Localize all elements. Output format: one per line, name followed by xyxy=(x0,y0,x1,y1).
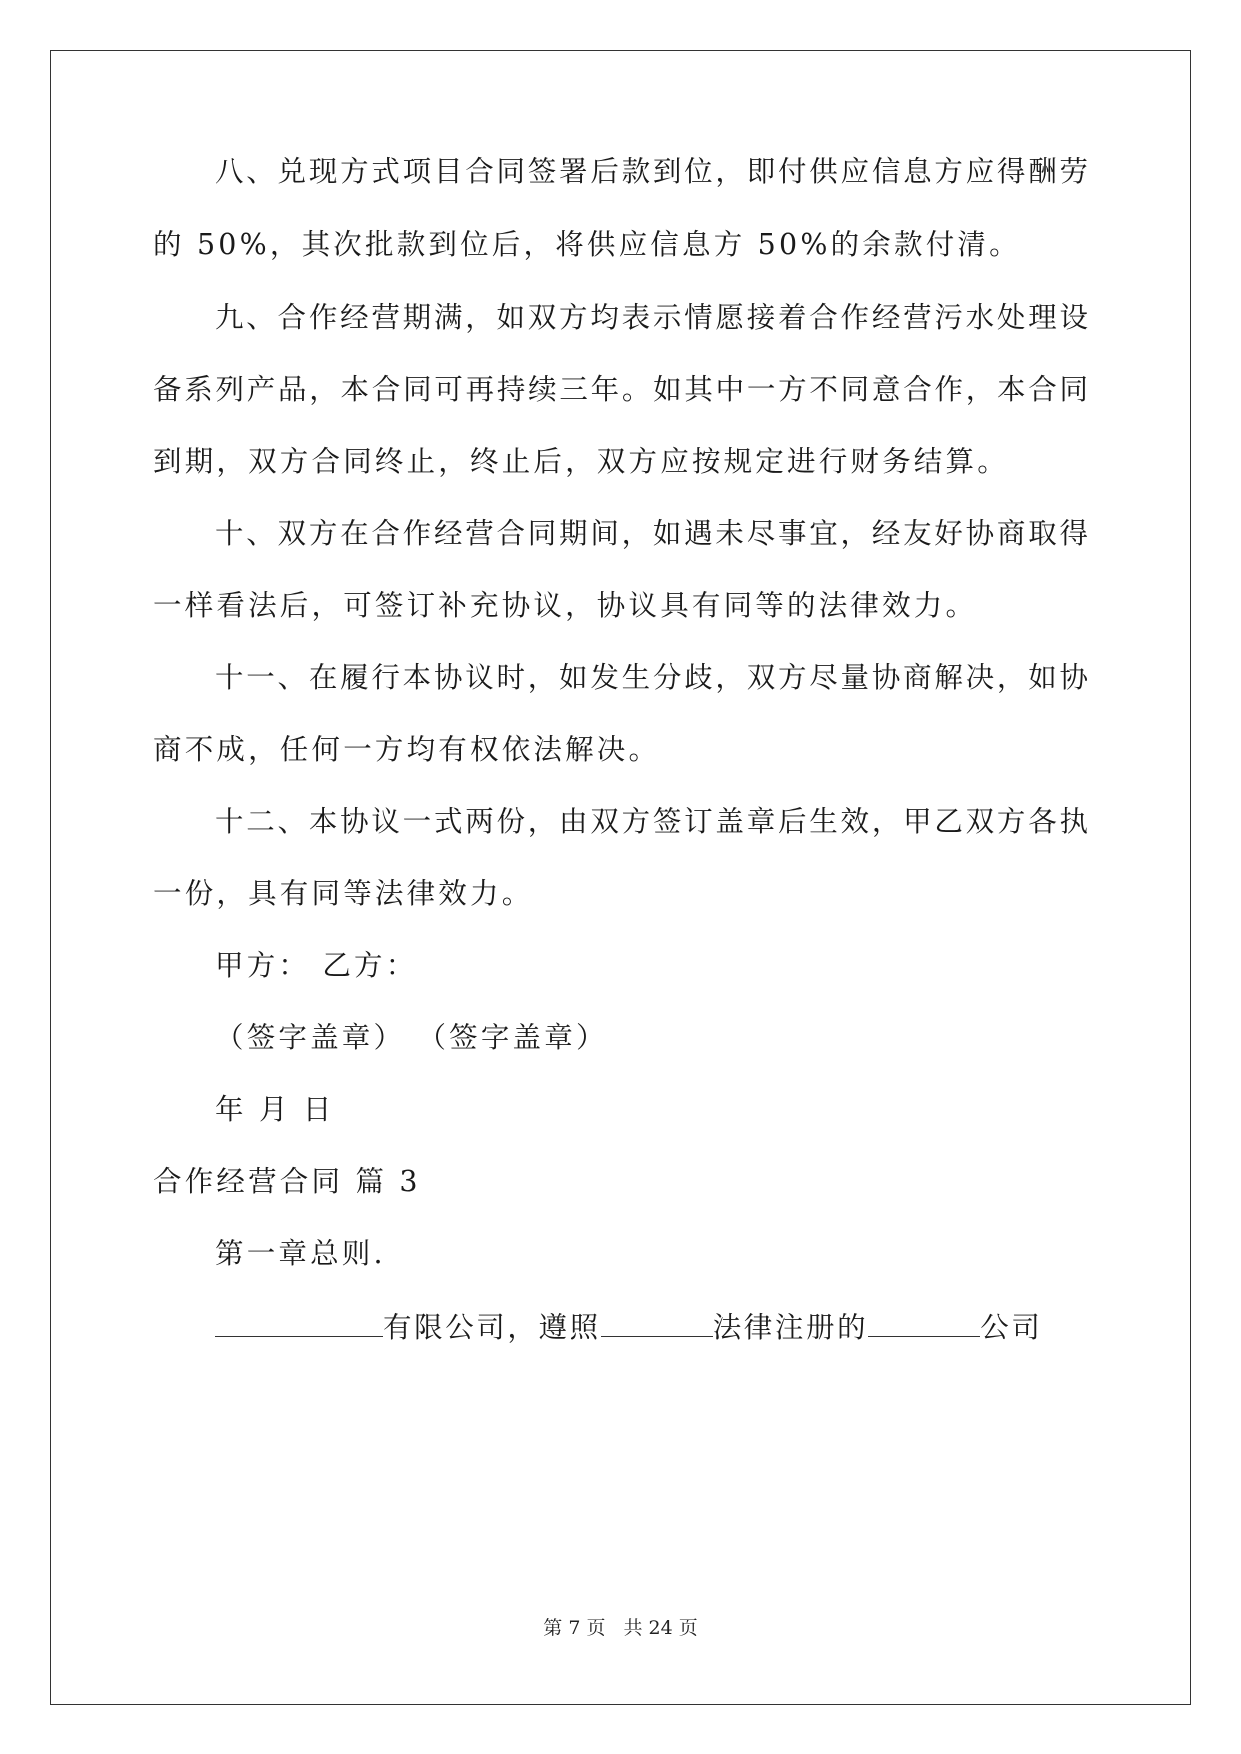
company-intro-part3: 公司 xyxy=(980,1311,1043,1344)
company-intro-line xyxy=(215,1306,1042,1348)
page-total: 共 24 页 xyxy=(623,1617,698,1639)
paragraph-8-line-1: 八、兑现方式项目合同签署后款到位，即付供应信息方应得酬劳 xyxy=(215,155,1088,188)
page-number: 第 7 页 xyxy=(543,1617,606,1639)
paragraph-11-line-2: 商不成，任何一方均有权依法解决。 xyxy=(153,733,661,766)
blank-company-name xyxy=(215,1306,383,1337)
blank-company-type xyxy=(868,1306,980,1337)
party-labels: 甲方： 乙方： xyxy=(215,949,418,982)
paragraph-8-line-2: 的 50%，其次批款到位后，将供应信息方 50%的余款付清。 xyxy=(153,228,1021,261)
paragraph-9-line-3: 到期，双方合同终止，终止后，双方应按规定进行财务结算。 xyxy=(153,445,1009,478)
date-line: 年 月 日 xyxy=(215,1093,335,1126)
paragraph-12-line-1: 十二、本协议一式两份，由双方签订盖章后生效，甲乙双方各执 xyxy=(215,805,1088,838)
paragraph-9-line-2: 备系列产品，本合同可再持续三年。如其中一方不同意合作，本合同 xyxy=(153,373,1088,406)
paragraph-12-line-2: 一份，具有同等法律效力。 xyxy=(153,877,534,910)
page-footer xyxy=(0,1616,1241,1640)
paragraph-10-line-1: 十、双方在合作经营合同期间，如遇未尽事宜，经友好协商取得 xyxy=(215,517,1088,550)
company-intro-part1: 有限公司，遵照 xyxy=(383,1311,601,1344)
paragraph-11-line-1: 十一、在履行本协议时，如发生分歧，双方尽量协商解决，如协 xyxy=(215,661,1088,694)
company-intro-part2: 法律注册的 xyxy=(712,1311,869,1344)
paragraph-9-line-1: 九、合作经营期满，如双方均表示情愿接着合作经营污水处理设 xyxy=(215,301,1088,334)
blank-jurisdiction xyxy=(601,1306,713,1337)
chapter-heading: 第一章总则. xyxy=(215,1237,386,1270)
signature-labels: （签字盖章） （签字盖章） xyxy=(215,1021,608,1054)
section-heading: 合作经营合同 篇 3 xyxy=(153,1165,421,1198)
paragraph-10-line-2: 一样看法后，可签订补充协议，协议具有同等的法律效力。 xyxy=(153,589,978,622)
